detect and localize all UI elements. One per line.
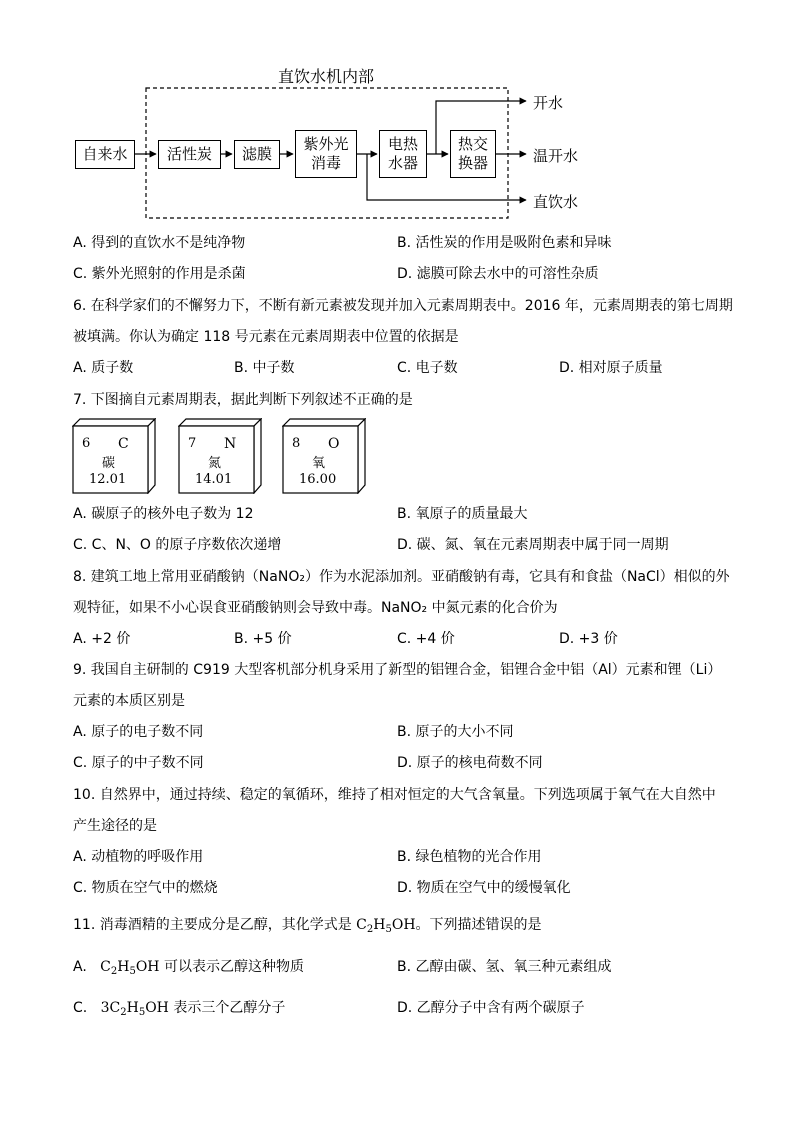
- box-uv-disinfection: 紫外光 消毒: [295, 130, 357, 178]
- atomic-mass: 12.01: [89, 472, 127, 487]
- element-cell-oxygen: [282, 418, 366, 494]
- ethanol-formula: $C_2H_5OH$: [100, 959, 160, 977]
- q9-stem-line2: 元素的本质区别是: [73, 693, 185, 709]
- q7-option-c: C. C、N、O 的原子序数依次递增: [73, 537, 282, 553]
- diagram-title: 直饮水机内部: [278, 67, 375, 86]
- box-activated-carbon: 活性炭: [158, 140, 221, 169]
- q8-option-b: B. +5 价: [234, 631, 292, 647]
- atomic-number: 8: [292, 436, 301, 451]
- three-ethanol-formula: $3C_2H_5OH$: [100, 1000, 169, 1018]
- atomic-mass: 16.00: [299, 472, 337, 487]
- box-heat-exchanger: 热交 换器: [450, 130, 496, 178]
- q10-option-a: A. 动植物的呼吸作用: [73, 849, 204, 865]
- box-tap-water: 自来水: [75, 140, 135, 169]
- q9-option-a: A. 原子的电子数不同: [73, 724, 204, 740]
- element-name: 氧: [312, 456, 326, 471]
- q9-option-d: D. 原子的核电荷数不同: [397, 755, 543, 771]
- diagram-lines: [0, 0, 794, 230]
- element-symbol: O: [328, 436, 340, 452]
- q11-option-b: B. 乙醇由碳、氢、氧三种元素组成: [397, 959, 612, 975]
- element-symbol: C: [118, 436, 129, 452]
- q6-option-d: D. 相对原子质量: [559, 360, 663, 376]
- q11-option-a: A. $C_2H_5OH$ 可以表示乙醇这种物质: [73, 959, 304, 977]
- q10-option-b: B. 绿色植物的光合作用: [397, 849, 542, 865]
- q11-option-d: D. 乙醇分子中含有两个碳原子: [397, 1000, 585, 1016]
- q5-option-a: A. 得到的直饮水不是纯净物: [73, 235, 246, 251]
- q7-option-a: A. 碳原子的核外电子数为 12: [73, 506, 254, 522]
- q11-option-c: C. $3C_2H_5OH$ 表示三个乙醇分子: [73, 1000, 286, 1018]
- q8-option-d: D. +3 价: [559, 631, 618, 647]
- element-cell-nitrogen: [178, 418, 262, 494]
- ethanol-formula: $C_2H_5OH$: [356, 917, 416, 935]
- q6-option-a: A. 质子数: [73, 360, 134, 376]
- q5-option-d: D. 滤膜可除去水中的可溶性杂质: [397, 266, 599, 282]
- q7-option-b: B. 氧原子的质量最大: [397, 506, 528, 522]
- q10-option-c: C. 物质在空气中的燃烧: [73, 880, 218, 896]
- output-boiling-water: 开水: [533, 94, 564, 112]
- q8-stem-line2: 观特征，如果不小心误食亚硝酸钠则会导致中毒。NaNO₂ 中氮元素的化合价为: [73, 600, 558, 616]
- q6-stem-line2: 被填满。你认为确定 118 号元素在元素周期表中位置的依据是: [73, 329, 459, 345]
- q8-stem-line1: 8. 建筑工地上常用亚硝酸钠（NaNO₂）作为水泥添加剂。亚硝酸钠有毒，它具有和食盐（NaCl）相似的外: [73, 569, 730, 585]
- q9-option-b: B. 原子的大小不同: [397, 724, 514, 740]
- q10-option-d: D. 物质在空气中的缓慢氧化: [397, 880, 571, 896]
- q6-option-b: B. 中子数: [234, 360, 295, 376]
- element-cell-carbon: [72, 418, 156, 494]
- atomic-mass: 14.01: [195, 472, 233, 487]
- q9-stem-line1: 9. 我国自主研制的 C919 大型客机部分机身采用了新型的铝锂合金，铝锂合金中铝（Al）元素和锂（Li）: [73, 662, 722, 678]
- output-warm-water: 温开水: [533, 147, 579, 165]
- q11-stem: 11. 消毒酒精的主要成分是乙醇，其化学式是 $C_2H_5OH$。下列描述错误的是: [73, 917, 542, 935]
- atomic-number: 6: [82, 436, 91, 451]
- q6-option-c: C. 电子数: [397, 360, 458, 376]
- q7-option-d: D. 碳、氮、氧在元素周期表中属于同一周期: [397, 537, 669, 553]
- atomic-number: 7: [188, 436, 197, 451]
- q8-option-c: C. +4 价: [397, 631, 455, 647]
- element-name: 氮: [208, 456, 222, 471]
- element-name: 碳: [102, 456, 116, 471]
- q5-option-c: C. 紫外光照射的作用是杀菌: [73, 266, 246, 282]
- q6-stem-line1: 6. 在科学家们的不懈努力下，不断有新元素被发现并加入元素周期表中。2016 年，元素周期表的第七周期: [73, 298, 733, 314]
- q7-stem: 7. 下图摘自元素周期表，据此判断下列叙述不正确的是: [73, 392, 413, 408]
- output-direct-water: 直饮水: [533, 193, 579, 211]
- box-filter-membrane: 滤膜: [234, 140, 280, 169]
- q10-stem-line1: 10. 自然界中，通过持续、稳定的氧循环，维持了相对恒定的大气含氧量。下列选项属于氧气在大自然中: [73, 787, 716, 803]
- box-electric-heater: 电热 水器: [379, 130, 427, 178]
- q10-stem-line2: 产生途径的是: [73, 818, 157, 834]
- q5-option-b: B. 活性炭的作用是吸附色素和异味: [397, 235, 612, 251]
- element-symbol: N: [224, 436, 237, 452]
- q9-option-c: C. 原子的中子数不同: [73, 755, 204, 771]
- q8-option-a: A. +2 价: [73, 631, 131, 647]
